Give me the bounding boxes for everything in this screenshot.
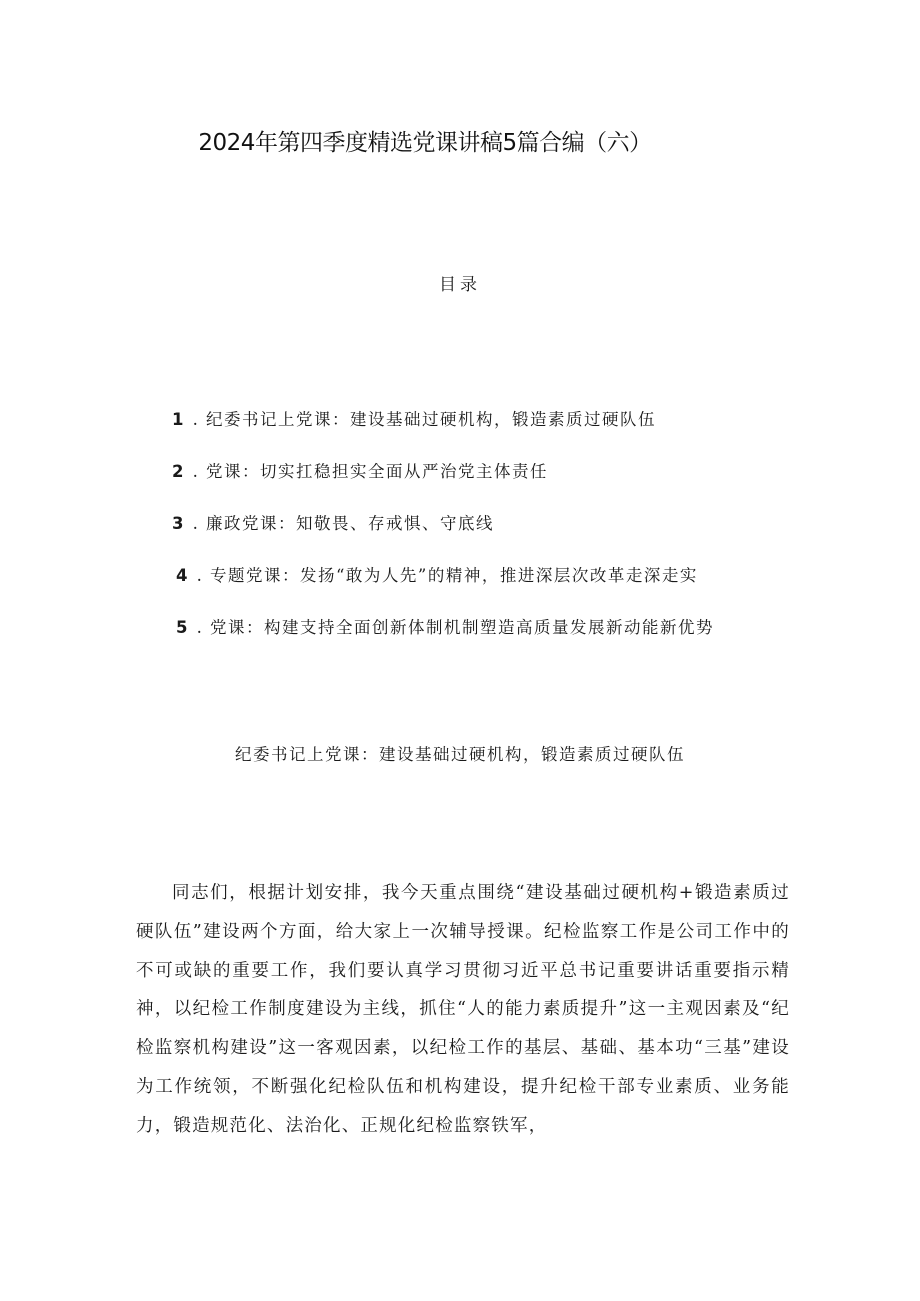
- toc-item[interactable]: [172, 407, 714, 433]
- toc-item-separator: .: [192, 514, 200, 533]
- toc-item-text: 党课：切实扛稳担实全面从严治党主体责任: [206, 462, 548, 481]
- document-title: 2024年第四季度精选党课讲稿5篇合编（六）: [198, 130, 652, 156]
- toc-item-number: 2: [172, 462, 185, 481]
- toc-item-text: 党课：构建支持全面创新体制机制塑造高质量发展新动能新优势: [210, 618, 714, 637]
- toc-item-number: 4: [176, 566, 189, 585]
- toc-item[interactable]: [176, 615, 714, 641]
- toc-item-text: 廉政党课：知敬畏、存戒惧、守底线: [206, 514, 494, 533]
- toc-heading: 目录: [439, 275, 481, 295]
- toc-item[interactable]: [172, 511, 714, 537]
- section-title: 纪委书记上党课：建设基础过硬机构，锻造素质过硬队伍: [235, 745, 685, 764]
- body-paragraph: 同志们，根据计划安排，我今天重点围绕“建设基础过硬机构+锻造素质过硬队伍”建设两个方面，给大家上一次辅导授课。纪检监察工作是公司工作中的不可或缺的重要工作，我们要认真学习贯彻习近平总书记重要讲话重要指示精神，以纪检工作制度建设为主线，抓住“人的能力素质提升”这一主观因素及“纪检监察机构建设”这一客观因素，以纪检工作的基层、基础、基本功“三基”建设为工作统领，不断强化纪检队伍和机构建设，提升纪检干部专业素质、业务能力，锻造规范化、法治化、正规化纪检监察铁军，: [136, 883, 790, 1136]
- toc-item-text: 专题党课：发扬“敢为人先”的精神，推进深层次改革走深走实: [210, 566, 698, 585]
- toc-item-number: 3: [172, 514, 185, 533]
- toc-item-text: 纪委书记上党课：建设基础过硬机构，锻造素质过硬队伍: [206, 410, 656, 429]
- toc-item-number: 1: [172, 410, 185, 429]
- table-of-contents: [172, 407, 714, 667]
- toc-item-number: 5: [176, 618, 189, 637]
- toc-item-separator: .: [192, 462, 200, 481]
- toc-item-separator: .: [196, 566, 204, 585]
- toc-item[interactable]: [172, 459, 714, 485]
- toc-item-separator: .: [192, 410, 200, 429]
- toc-item-separator: .: [196, 618, 204, 637]
- toc-item[interactable]: [176, 563, 714, 589]
